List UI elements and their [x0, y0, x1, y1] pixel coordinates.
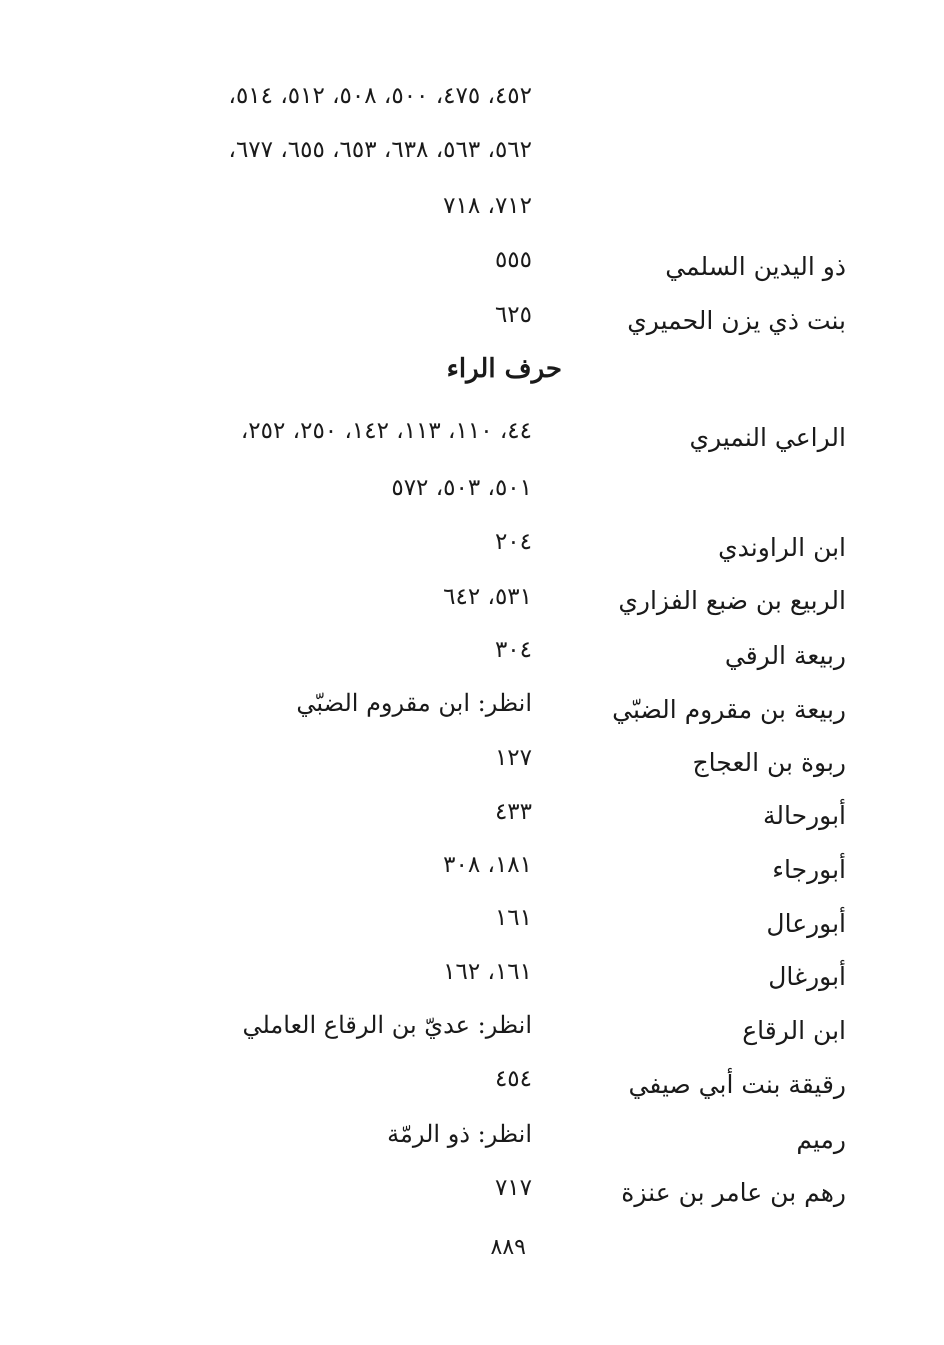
index-entry-name: بنت ذي يزن الحميري [627, 306, 846, 335]
index-entry-refs: ٦٢٥ [494, 302, 532, 328]
index-entry-refs: ١٨١، ٣٠٨ [443, 852, 532, 878]
index-entry-name: أبورعال [766, 909, 846, 938]
index-entry-refs: ١٦١ [494, 905, 532, 931]
index-entry-name: ربيعة الرقي [724, 641, 846, 670]
index-entry-name: أبورحالة [763, 801, 846, 830]
index-entry-cross-reference: انظر: عديّ بن الرقاع العاملي [242, 1011, 532, 1039]
index-entry-refs: ٤٥٤ [494, 1066, 532, 1092]
index-entry-refs: ٤٣٣ [494, 799, 532, 825]
index-entry-name: أبورجاء [772, 855, 846, 884]
index-entry-cross-reference: انظر: ذو الرمّة [387, 1120, 532, 1148]
index-entry-name: ابن الرقاع [742, 1016, 846, 1045]
index-entry-name: رقيقة بنت أبي صيفي [628, 1070, 846, 1099]
index-entry-name: أبورغال [768, 962, 846, 991]
index-entry-name: ابن الراوندي [718, 533, 846, 562]
index-entry-refs: ٥٣١، ٦٤٢ [443, 584, 532, 610]
index-entry-refs-continued: ٥٠١، ٥٠٣، ٥٧٢ [391, 475, 532, 501]
index-entry-refs: ٧١٧ [494, 1175, 532, 1201]
index-entry-name: ربيعة بن مقروم الضبّي [612, 695, 846, 724]
index-entry-name: ربوة بن العجاج [692, 748, 846, 777]
index-entry-cross-reference: انظر: ابن مقروم الضبّي [296, 689, 532, 717]
index-entry-refs: ٥٥٥ [494, 247, 532, 273]
index-entry-name: رميم [796, 1125, 846, 1154]
page-number: ٨٨٩ [490, 1235, 526, 1260]
index-entry-refs: ١٦١، ١٦٢ [443, 959, 532, 985]
index-entry-name: رهم بن عامر بن عنزة [621, 1178, 846, 1207]
index-entry-refs: ٣٠٤ [494, 637, 532, 663]
index-entry-name: ذو اليدين السلمي [665, 252, 846, 281]
index-entry-refs: ٢٠٤ [494, 529, 532, 555]
index-entry-refs: ١٢٧ [494, 745, 532, 771]
continuation-refs-line-2: ٥٦٢، ٥٦٣، ٦٣٨، ٦٥٣، ٦٥٥، ٦٧٧، [228, 137, 532, 163]
index-entry-name: الربيع بن ضبع الفزاري [618, 586, 846, 615]
section-heading: حرف الراء [446, 354, 562, 384]
continuation-refs-line-3: ٧١٢، ٧١٨ [443, 193, 532, 219]
continuation-refs-line-1: ٤٥٢، ٤٧٥، ٥٠٠، ٥٠٨، ٥١٢، ٥١٤، [228, 83, 532, 109]
index-entry-name: الراعي النميري [689, 423, 846, 452]
index-entry-refs: ٤٤، ١١٠، ١١٣، ١٤٢، ٢٥٠، ٢٥٢، [240, 418, 532, 444]
